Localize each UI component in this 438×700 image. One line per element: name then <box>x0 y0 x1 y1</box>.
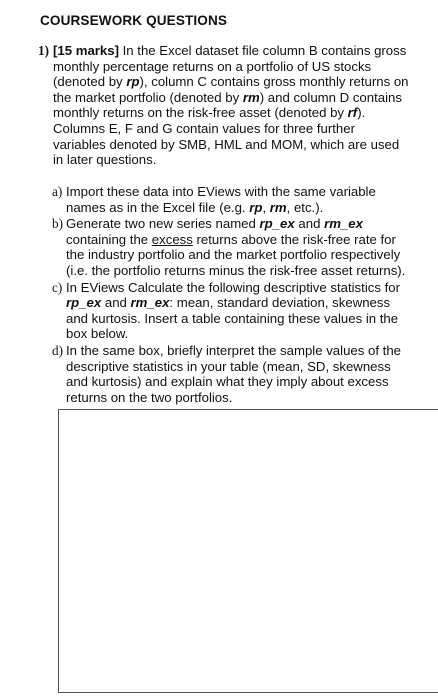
variable-name: rp_ex <box>259 216 295 232</box>
question-marks: [15 marks] <box>53 43 119 58</box>
variable-name: rm_ex <box>324 216 363 232</box>
question-1 <box>38 43 418 168</box>
question-line-2: monthly percentage returns on a portfolio of US stocks <box>53 58 372 74</box>
question-line-7: variables denoted by SMB, HML and MOM, which are used <box>53 136 400 152</box>
part-text: : mean, standard deviation, skewness <box>169 295 391 311</box>
section-heading: COURSEWORK QUESTIONS <box>40 13 228 28</box>
question-text: ) and column D contains <box>259 89 402 105</box>
part-text: returns above the risk-free rate for <box>192 231 396 247</box>
part-text: Import these data into EViews with the same variable <box>66 184 376 199</box>
part-letter: c) <box>52 279 63 295</box>
question-parts <box>52 184 422 406</box>
part-d <box>52 343 422 405</box>
part-text: In EViews Calculate the following descriptive statistics for <box>66 279 400 295</box>
question-text: monthly returns on the risk-free asset (denoted by <box>53 105 348 121</box>
part-text: and <box>294 216 325 232</box>
question-line-3 <box>38 74 418 90</box>
variable-name: rp <box>249 199 263 215</box>
part-c <box>52 280 422 342</box>
variable-name: rm <box>242 89 260 105</box>
part-a <box>52 184 422 215</box>
part-text: names as in the Excel file (e.g. <box>66 199 250 215</box>
part-text: containing the <box>66 231 152 247</box>
part-text: , <box>262 199 270 215</box>
question-line-5 <box>38 105 418 121</box>
question-line-6: Columns E, F and G contain values for three further <box>53 120 355 136</box>
part-text: , etc.). <box>286 199 324 215</box>
variable-name: rf <box>347 105 358 121</box>
part-text: (i.e. the portfolio returns minus the risk-free asset returns). <box>66 262 406 278</box>
underlined-term: excess <box>151 231 193 247</box>
question-line-8: in later questions. <box>53 152 157 168</box>
question-line-1 <box>38 43 418 59</box>
part-text: box below. <box>66 326 129 342</box>
part-text: the industry portfolio and the market portfolio respectively <box>66 247 401 263</box>
part-b <box>52 216 422 278</box>
part-text: returns on the two portfolios. <box>66 389 233 405</box>
part-text: and kurtosis) and explain what they imply about excess <box>66 374 389 390</box>
part-text: and kurtosis. Insert a table containing these values in the <box>66 310 399 326</box>
part-letter: a) <box>52 184 63 199</box>
part-text: and <box>101 295 131 311</box>
part-text: descriptive statistics in your table (mean, SD, skewness <box>66 358 391 374</box>
question-text: ). <box>357 105 366 121</box>
answer-box[interactable] <box>58 409 438 693</box>
part-text: Generate two new series named <box>66 216 260 232</box>
question-text: In the Excel dataset file column B contains gross <box>118 43 407 58</box>
part-letter: d) <box>52 342 63 358</box>
part-letter: b) <box>52 216 63 232</box>
question-text: ), column C contains gross monthly returns on <box>139 74 409 90</box>
question-text: (denoted by <box>53 74 127 90</box>
question-text: the market portfolio (denoted by <box>53 89 243 105</box>
variable-name: rp_ex <box>66 295 102 311</box>
question-number: 1) <box>38 43 49 58</box>
question-line-4 <box>38 90 418 106</box>
variable-name: rp <box>126 74 140 90</box>
variable-name: rm <box>269 199 287 215</box>
variable-name: rm_ex <box>130 295 170 311</box>
part-text: In the same box, briefly interpret the sample values of the <box>66 342 401 358</box>
